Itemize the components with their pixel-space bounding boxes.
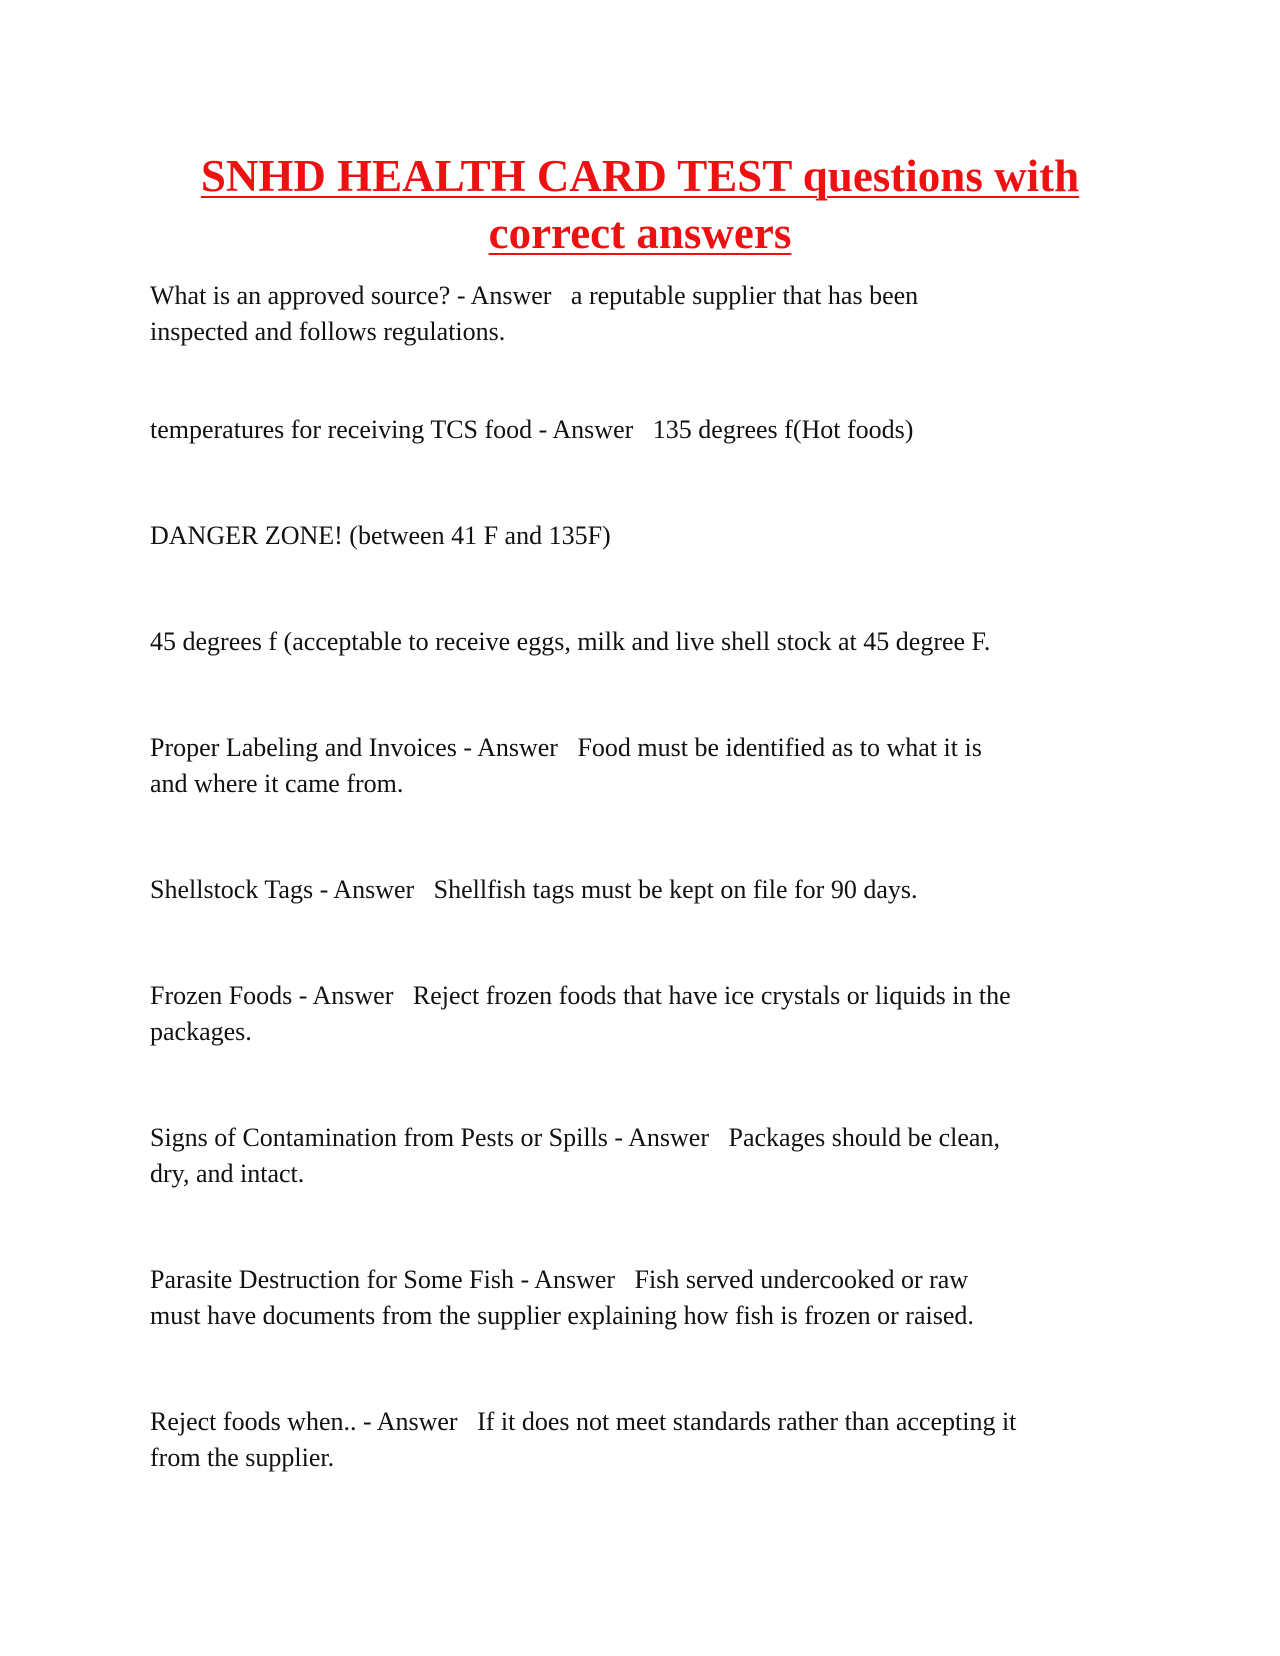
qa-paragraph-labeling-invoices: Proper Labeling and Invoices - Answer Food must be identified as to what it is and where it came from. [150, 733, 982, 798]
qa-paragraph-approved-source: What is an approved source? - Answer a reputable supplier that has been inspected and follows regulations. [150, 281, 919, 346]
qa-paragraph-contamination-signs: Signs of Contamination from Pests or Spills - Answer Packages should be clean, dry, and intact. [150, 1123, 1000, 1188]
qa-paragraph-frozen-foods: Frozen Foods - Answer Reject frozen foods that have ice crystals or liquids in the packages. [150, 981, 1011, 1046]
qa-paragraph-receiving-temperatures: temperatures for receiving TCS food - Answer 135 degrees f(Hot foods) [150, 415, 914, 444]
qa-paragraph-parasite-destruction: Parasite Destruction for Some Fish - Answer Fish served undercooked or raw must have documents from the supplier explaining how fish is frozen or raised. [150, 1265, 974, 1330]
qa-paragraph-shellstock-tags: Shellstock Tags - Answer Shellfish tags must be kept on file for 90 days. [150, 875, 918, 904]
qa-paragraph-reject-foods: Reject foods when.. - Answer If it does not meet standards rather than accepting it from the supplier. [150, 1407, 1017, 1472]
qa-paragraph-45-degrees: 45 degrees f (acceptable to receive eggs, milk and live shell stock at 45 degree F. [150, 627, 991, 656]
document-title: SNHD HEALTH CARD TEST questions with correct answers [200, 151, 1080, 258]
qa-paragraph-danger-zone: DANGER ZONE! (between 41 F and 135F) [150, 521, 611, 550]
